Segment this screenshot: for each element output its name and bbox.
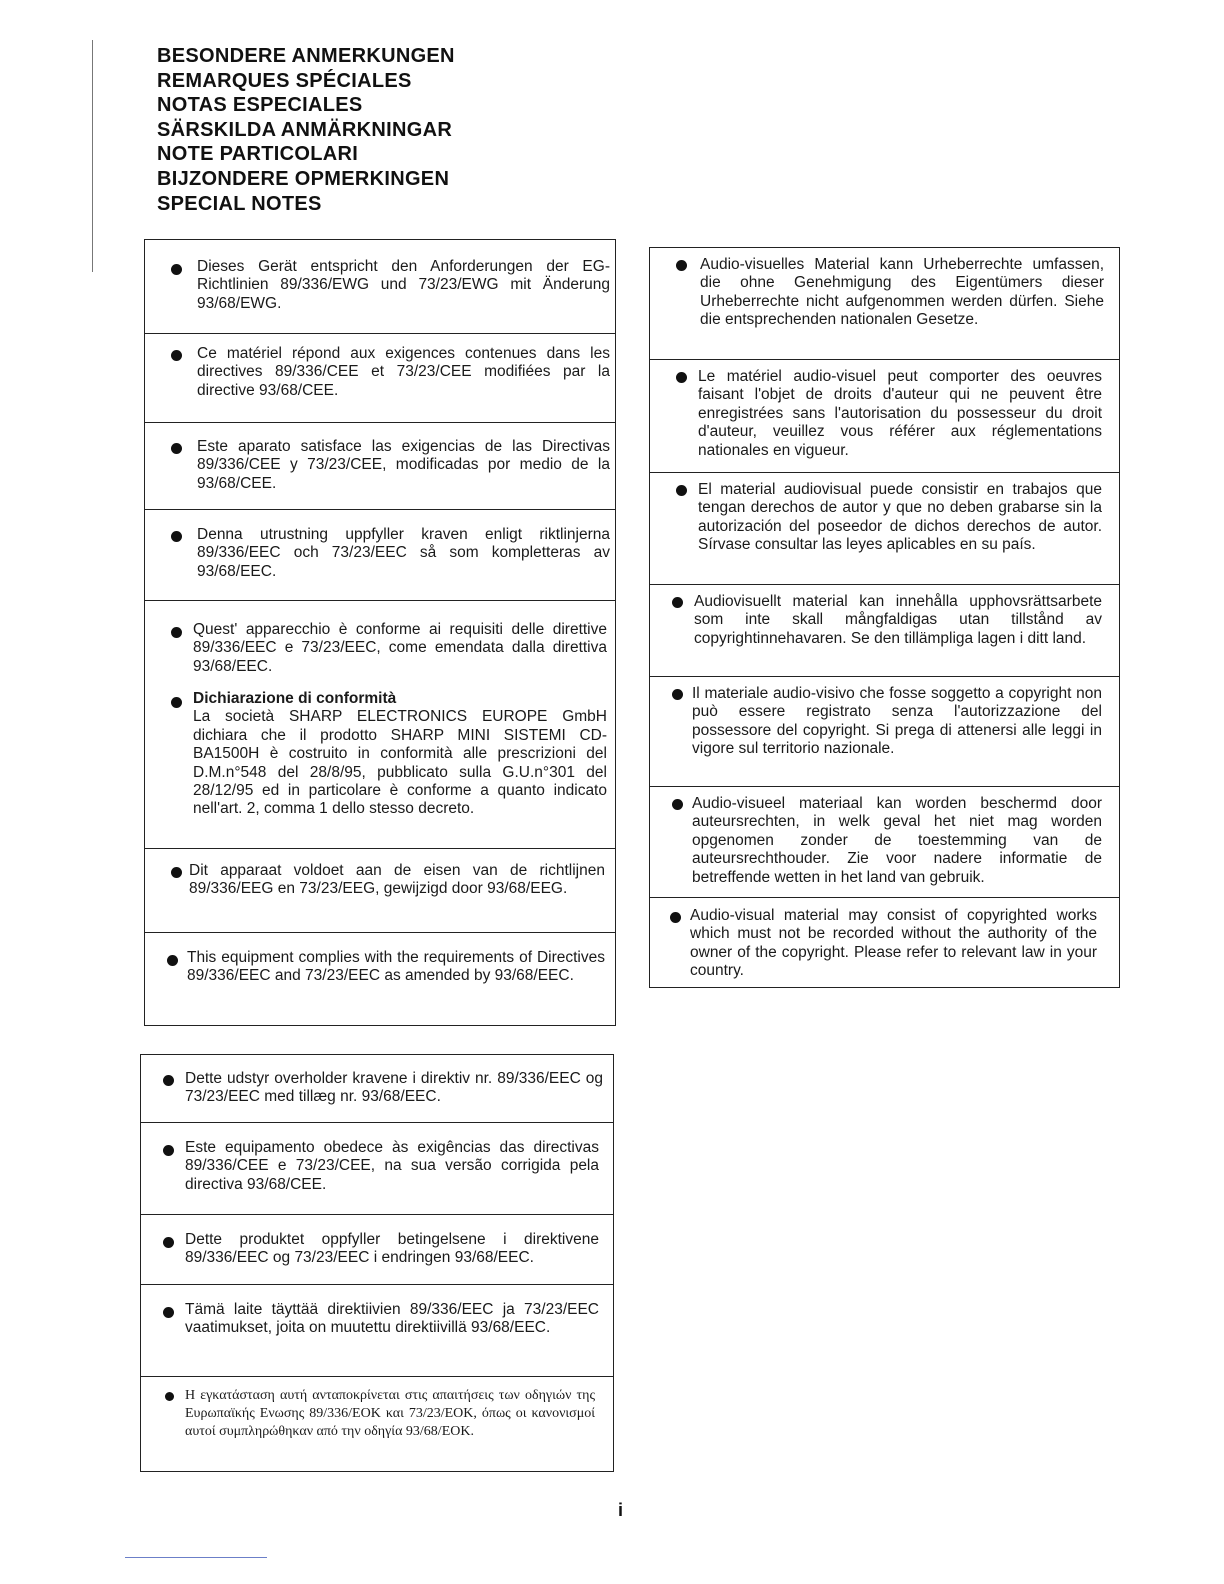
declaration-block xyxy=(193,690,607,819)
bottom-notes-box xyxy=(140,1054,614,1472)
note-text: Dette udstyr overholder kravene i direktiv nr. 89/336/EEC og 73/23/EEC med tillæg nr. 93/68/EEC. xyxy=(185,1070,603,1106)
note-text: Audio-visuelles Material kann Urheberrechte umfassen, die ohne Genehmigung des Eigentümers dieser Urheberrechte nicht aufgenommen werden dürfen. Siehe die entsprechenden nationalen Gesetze. xyxy=(700,256,1104,329)
note-cell-fr xyxy=(145,334,615,423)
note-text: Audio-visual material may consist of copyrighted works which must not be recorded without the authority of the owner of the copyright. Please refer to relevant law in your country. xyxy=(690,907,1097,980)
bullet-icon xyxy=(171,350,182,361)
copyright-cell-es xyxy=(650,473,1119,585)
note-text: El material audiovisual puede consistir en trabajos que tengan derechos de autor y que no deben grabarse sin la autorización del poseedor de dichos derechos de autor. Sírvase consultar las leyes aplicables en su país. xyxy=(698,481,1102,554)
note-text: Este aparato satisface las exigencias de las Directivas 89/336/CEE y 73/23/CEE, modificadas por medio de la 93/68/CEE. xyxy=(197,438,610,492)
bullet-icon xyxy=(676,372,687,383)
right-notes-box xyxy=(649,247,1120,988)
note-text: Audiovisuellt material kan innehålla upphovsrättsarbete som inte skall mångfaldigas utan tillstånd av copyrightinnehavaren. Se den tillämpliga lagen i ditt land. xyxy=(694,593,1102,647)
note-text: Dit apparaat voldoet aan de eisen van de richtlijnen 89/336/EEG en 73/23/EEG, gewijzigd door 93/68/EEG. xyxy=(189,862,605,898)
copyright-cell-de xyxy=(650,248,1119,360)
bullet-icon xyxy=(676,485,687,496)
heading-de: BESONDERE ANMERKUNGEN xyxy=(157,45,455,67)
note-text: Audio-visueel materiaal kan worden beschermd door auteursrechten, in welk geval het niet mag worden opgenomen zonder de toestemming van de auteursrechthouder. Zie voor nadere informatie de betreffende wetten in het land van gebruik. xyxy=(692,795,1102,886)
note-cell-el xyxy=(141,1377,613,1471)
bullet-icon xyxy=(672,689,683,700)
note-text: Ce matériel répond aux exigences contenues dans les directives 89/336/CEE et 73/23/CEE modifiées par la directive 93/68/CEE. xyxy=(197,345,610,399)
note-text: This equipment complies with the requirements of Directives 89/336/EEC and 73/23/EEC as amended by 93/68/EEC. xyxy=(187,949,605,985)
copyright-cell-nl xyxy=(650,787,1119,898)
heading-nl: BIJZONDERE OPMERKINGEN xyxy=(157,167,450,190)
bullet-icon xyxy=(670,912,681,923)
bullet-icon xyxy=(163,1145,174,1156)
bullet-icon xyxy=(163,1075,174,1086)
bullet-icon xyxy=(171,697,182,708)
note-text: Dieses Gerät entspricht den Anforderungen der EG-Richtlinien 89/336/EWG und 73/23/EWG mit Änderung 93/68/EWG. xyxy=(197,258,610,312)
note-cell-en xyxy=(145,933,615,1025)
note-cell-fi xyxy=(141,1285,613,1377)
page-headings xyxy=(157,44,455,216)
bullet-icon xyxy=(672,799,683,810)
bullet-icon xyxy=(672,597,683,608)
note-text: Tämä laite täyttää direktiivien 89/336/EEC ja 73/23/EEC vaatimukset, joita on muutettu direktiivillä 93/68/EEC. xyxy=(185,1301,599,1337)
note-text: Dette produktet oppfyller betingelsene i direktivene 89/336/EEC og 73/23/EEC i endringen 93/68/EEC. xyxy=(185,1231,599,1267)
heading-sv: SÄRSKILDA ANMÄRKNINGAR xyxy=(157,118,453,141)
heading-fr: REMARQUES SPÉCIALES xyxy=(157,69,412,92)
bullet-icon xyxy=(165,1392,174,1401)
left-notes-box xyxy=(144,239,616,1026)
bullet-icon xyxy=(163,1237,174,1248)
note-text: Le matériel audio-visuel peut comporter des oeuvres faisant l'objet de droits d'auteur qui ne peuvent être enregistrées sans l'autorisation du possesseur du droit d'auteur, veuillez vous référer aux réglementations nationales en vigueur. xyxy=(698,368,1102,459)
note-cell-da xyxy=(141,1055,613,1123)
note-text: Quest' apparecchio è conforme ai requisiti delle direttive 89/336/EEC e 73/23/EEC, come emendata dalla direttiva 93/68/EEC. xyxy=(193,621,607,675)
bullet-icon xyxy=(167,955,178,966)
note-text: Este equipamento obedece às exigências das directivas 89/336/CEE e 73/23/CEE, na sua versão corrigida pela directiva 93/68/CEE. xyxy=(185,1139,599,1193)
copyright-cell-en xyxy=(650,898,1119,987)
bullet-icon xyxy=(171,531,182,542)
heading-es: NOTAS ESPECIALES xyxy=(157,94,363,117)
page-number: i xyxy=(618,1500,624,1520)
note-text: Il materiale audio-visivo che fosse soggetto a copyright non può essere registrato senza l'autorizzazione del possessore del copyright. Si prega di attenersi alle leggi in vigore sul territorio nazionale. xyxy=(692,685,1102,758)
note-cell-pt xyxy=(141,1123,613,1215)
bullet-icon xyxy=(171,264,182,275)
note-cell-nl xyxy=(145,849,615,933)
copyright-cell-fr xyxy=(650,360,1119,473)
footer-line xyxy=(125,1557,267,1558)
copyright-cell-sv xyxy=(650,585,1119,677)
note-text: Denna utrustning uppfyller kraven enligt riktlinjerna 89/336/EEC och 73/23/EEC så som kompletteras av 93/68/EEC. xyxy=(197,526,610,580)
declaration-text: La società SHARP ELECTRONICS EUROPE GmbH dichiara che il prodotto SHARP MINI SISTEMI CD-BA1500H è costruito in conformità alle prescrizioni del D.M.n°548 del 28/8/95, pubblicato sulla G.U.n°301 del 28/12/95 ed in particolare è conforme a quanto indicato nell'art. 2, comma 1 dello stesso decreto. xyxy=(193,708,607,818)
note-cell-it xyxy=(145,601,615,849)
margin-line xyxy=(92,40,93,272)
note-cell-sv xyxy=(145,510,615,601)
note-cell-no xyxy=(141,1215,613,1285)
note-cell-es xyxy=(145,423,615,510)
bullet-icon xyxy=(676,260,687,271)
bullet-icon xyxy=(171,627,182,638)
note-cell-de xyxy=(145,240,615,334)
declaration-title: Dichiarazione di conformità xyxy=(193,690,397,707)
bullet-icon xyxy=(171,443,182,454)
copyright-cell-it xyxy=(650,677,1119,787)
heading-it: NOTE PARTICOLARI xyxy=(157,143,359,166)
heading-en: SPECIAL NOTES xyxy=(157,192,322,215)
bullet-icon xyxy=(163,1307,174,1318)
note-text: Η εγκατάσταση αυτή ανταποκρίνεται στις απαιτήσεις των οδηγιών της Ευρωπαϊκής Ενωσης 89/336/ΕΟΚ και 73/23/ΕΟΚ, όπως οι κανονισμοί αυτοί συμπληρώθηκαν από την οδηγία 93/68/ΕΟΚ. xyxy=(185,1388,595,1439)
bullet-icon xyxy=(171,867,182,878)
